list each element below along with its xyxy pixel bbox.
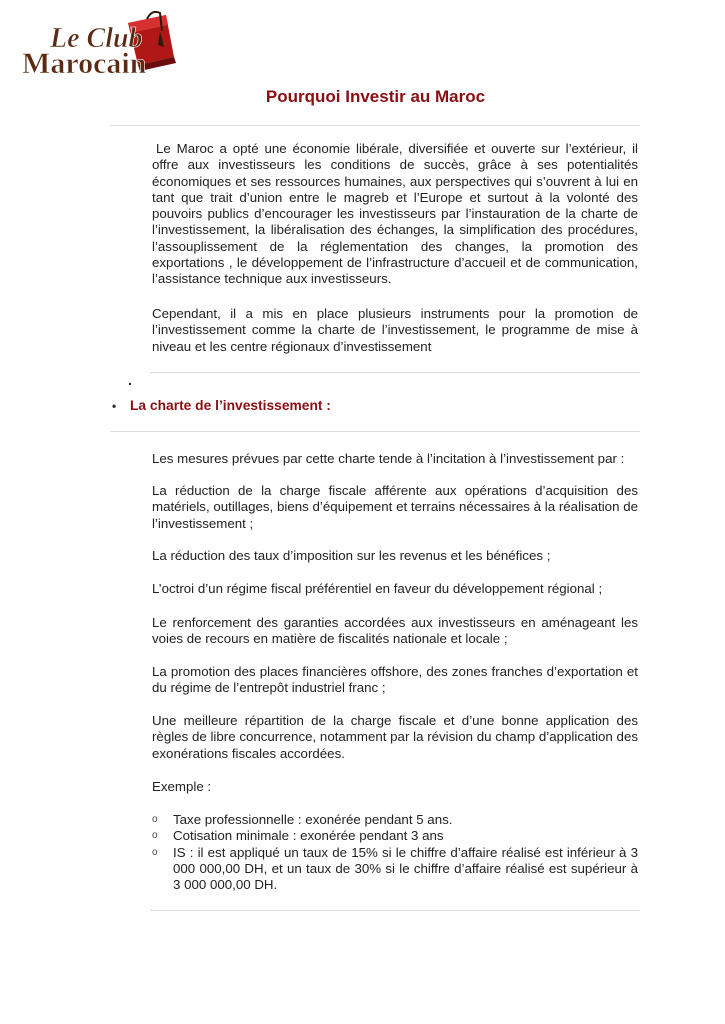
divider bbox=[150, 910, 640, 911]
logo-text-line2: Marocain bbox=[22, 47, 147, 80]
measure-item: Une meilleure répartition de la charge fiscale et d’une bonne application des règles de libre concurrence, notamment par la révision du champ d’application des exonérations fiscales accordées. bbox=[152, 713, 638, 761]
section-heading bbox=[112, 397, 331, 415]
list-item: o IS : il est appliqué un taux de 15% si le chiffre d’affaire réalisé est inférieur à 3 000 000,00 DH, et un taux de 30% si le chiffre d’affaire réalisé est supérieur à 3 000 000,00 DH. bbox=[152, 844, 638, 893]
circle-bullet-icon: o bbox=[152, 830, 158, 842]
club-marocain-logo bbox=[20, 5, 182, 80]
bullet-icon: • bbox=[112, 399, 117, 413]
page-title: Pourquoi Investir au Maroc bbox=[265, 87, 486, 106]
measure-item: La réduction des taux d’imposition sur les revenus et les bénéfices ; bbox=[152, 548, 551, 563]
intro-paragraph-1: Le Maroc a opté une économie libérale, diversifiée et ouverte sur l’extérieur, il offre aux investisseurs les conditions de succès, grâce à ses potentialités économiques et ses ressources humaines, aux perspectives qui s’ouvrent à lui en tant que trait d’union entre le magreb et l’Europe et surtout à la volonté des pouvoirs publics d’encourager les investisseurs par l’instauration de la charte de l’investissement, la libéralisation des échanges, la simplification des procédures, l’assouplissement de la réglementation des changes, la promotion des exportations , le développement de l’infrastructure d’accueil et de communication, l’assistance technique aux investisseurs. bbox=[152, 141, 638, 287]
list-item: o Taxe professionnelle : exonérée pendant 5 ans. bbox=[152, 812, 453, 827]
circle-bullet-icon: o bbox=[152, 846, 158, 858]
divider bbox=[110, 125, 640, 126]
example-label: Exemple : bbox=[152, 779, 212, 794]
measure-item: L’octroi d’un régime fiscal préférentiel en faveur du développement régional ; bbox=[152, 581, 603, 596]
section-heading-text: La charte de l’investissement : bbox=[130, 398, 331, 413]
measure-item: Le renforcement des garanties accordées aux investisseurs en aménageant les voies de recours en matière de fiscalités nationale et locale ; bbox=[152, 615, 638, 647]
intro-paragraph-2: Cependant, il a mis en place plusieurs instruments pour la promotion de l’investissement comme la charte de l’investissement, le programme de mise à niveau et les centre régionaux d’investissement bbox=[152, 306, 638, 354]
circle-bullet-icon: o bbox=[152, 814, 158, 825]
divider bbox=[110, 431, 640, 432]
measure-item: La promotion des places financières offshore, des zones franches d’exportation et du régime de l’entrepôt industriel franc ; bbox=[152, 664, 638, 696]
section-intro: Les mesures prévues par cette charte tende à l’incitation à l’investissement par : bbox=[152, 451, 625, 466]
logo-text-line1: Le Club bbox=[50, 23, 143, 54]
example-list bbox=[152, 812, 638, 893]
separator-mark: . bbox=[128, 372, 132, 388]
divider bbox=[150, 372, 640, 373]
list-item: o Cotisation minimale : exonérée pendant 3 ans bbox=[152, 828, 444, 844]
measure-item: La réduction de la charge fiscale afférente aux opérations d’acquisition des matériels, outillages, biens d’équipement et terrains nécessaires à la réalisation de l’investissement ; bbox=[152, 483, 638, 531]
